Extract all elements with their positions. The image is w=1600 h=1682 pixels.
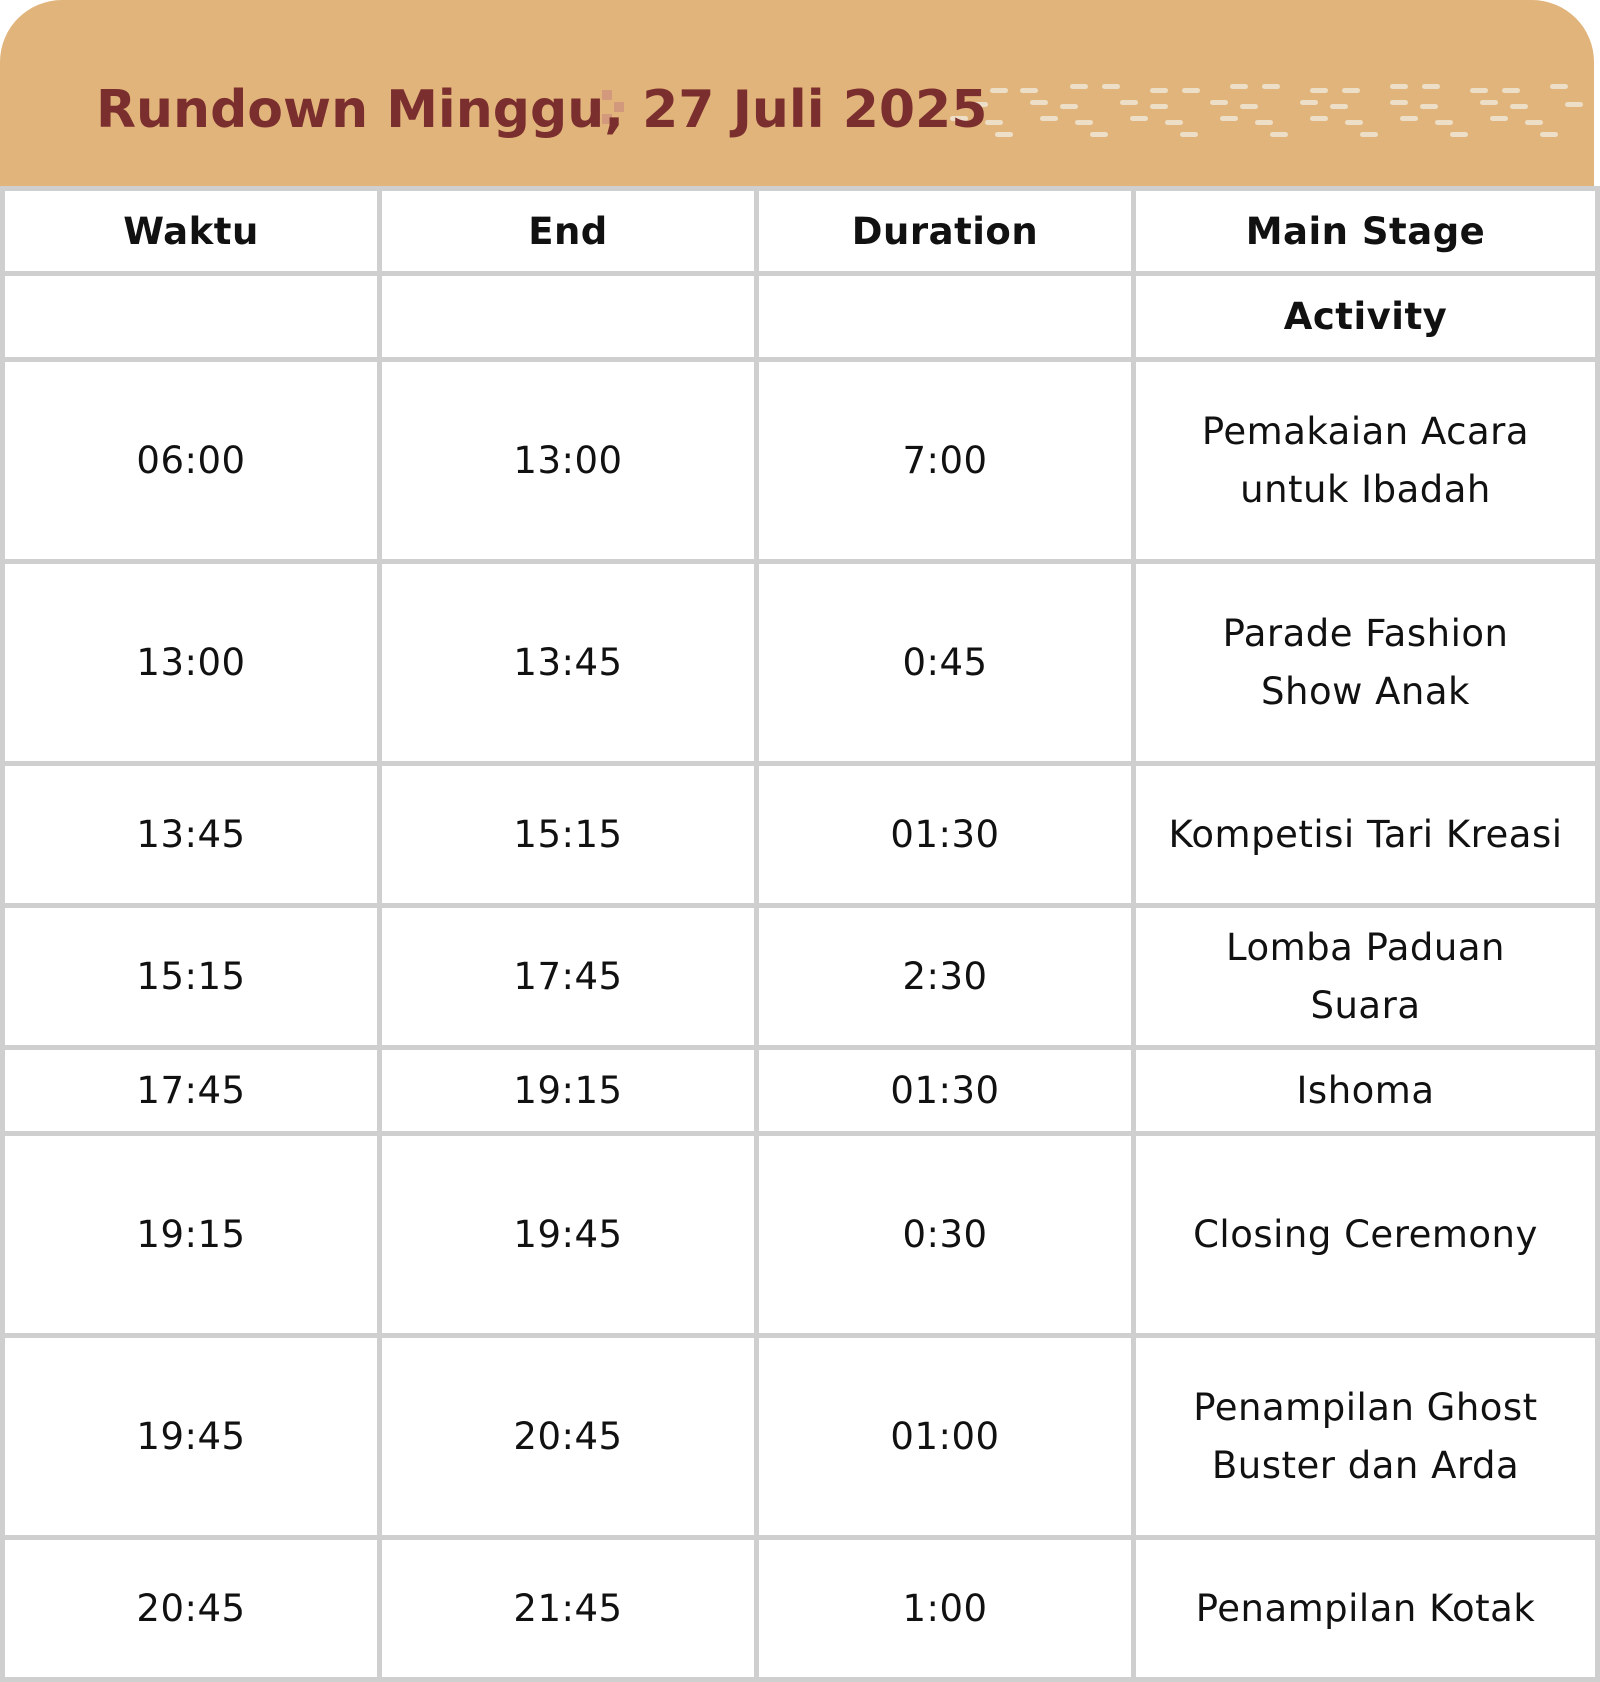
duration-cell: 0:45 [757, 562, 1134, 764]
table-row [3, 1048, 1598, 1134]
end-cell: 17:45 [380, 906, 757, 1048]
duration-cell: 1:00 [757, 1538, 1134, 1680]
duration-cell: 0:30 [757, 1134, 1134, 1336]
activity-cell [1134, 906, 1598, 1048]
rundown-table [0, 186, 1600, 1682]
activity-line: Pemakaian Acara [1201, 409, 1530, 453]
activity-line: Penampilan Ghost [1193, 1385, 1538, 1429]
activity-line: Suara [1310, 983, 1421, 1027]
activity-cell [1134, 1048, 1598, 1134]
end-cell: 20:45 [380, 1336, 757, 1538]
duration-cell: 01:30 [757, 764, 1134, 906]
table-row [3, 1538, 1598, 1680]
activity-cell [1134, 562, 1598, 764]
activity-line: Show Anak [1261, 669, 1470, 713]
waktu-cell: 20:45 [3, 1538, 380, 1680]
activity-line: Ishoma [1296, 1068, 1435, 1112]
header-banner [0, 0, 1594, 190]
column-header-end: End [380, 189, 757, 274]
activity-line: Kompetisi Tari Kreasi [1168, 812, 1563, 856]
activity-cell [1134, 1134, 1598, 1336]
subheader-activity: Activity [1134, 274, 1598, 360]
activity-line: Lomba Paduan [1226, 925, 1505, 969]
end-cell: 15:15 [380, 764, 757, 906]
table-header-row [3, 189, 1598, 274]
activity-cell [1134, 360, 1598, 562]
table-row [3, 562, 1598, 764]
subheader-empty-cell [3, 274, 380, 360]
activity-line: untuk Ibadah [1240, 467, 1491, 511]
end-cell: 13:00 [380, 360, 757, 562]
column-header-main-stage: Main Stage [1134, 189, 1598, 274]
activity-line: Penampilan Kotak [1195, 1586, 1536, 1630]
waktu-cell: 17:45 [3, 1048, 380, 1134]
subheader-empty-cell [380, 274, 757, 360]
activity-cell [1134, 764, 1598, 906]
duration-cell: 01:30 [757, 1048, 1134, 1134]
waktu-cell: 13:00 [3, 562, 380, 764]
column-header-waktu: Waktu [3, 189, 380, 274]
waktu-cell: 06:00 [3, 360, 380, 562]
duration-cell: 01:00 [757, 1336, 1134, 1538]
table-subheader-row [3, 274, 1598, 360]
waktu-cell: 15:15 [3, 906, 380, 1048]
activity-line: Buster dan Arda [1211, 1443, 1520, 1487]
subheader-empty-cell [757, 274, 1134, 360]
end-cell: 19:45 [380, 1134, 757, 1336]
table-row [3, 764, 1598, 906]
activity-line: Closing Ceremony [1193, 1212, 1538, 1256]
activity-cell [1134, 1538, 1598, 1680]
waktu-cell: 19:15 [3, 1134, 380, 1336]
table-row [3, 360, 1598, 562]
waktu-cell: 19:45 [3, 1336, 380, 1538]
table-row [3, 1134, 1598, 1336]
activity-line: Parade Fashion [1222, 611, 1509, 655]
waktu-cell: 13:45 [3, 764, 380, 906]
table-row [3, 906, 1598, 1048]
end-cell: 19:15 [380, 1048, 757, 1134]
end-cell: 21:45 [380, 1538, 757, 1680]
page-title: Rundown Minggu, 27 Juli 2025 [96, 80, 988, 140]
table-row [3, 1336, 1598, 1538]
duration-cell: 2:30 [757, 906, 1134, 1048]
end-cell: 13:45 [380, 562, 757, 764]
column-header-duration: Duration [757, 189, 1134, 274]
duration-cell: 7:00 [757, 360, 1134, 562]
activity-cell [1134, 1336, 1598, 1538]
